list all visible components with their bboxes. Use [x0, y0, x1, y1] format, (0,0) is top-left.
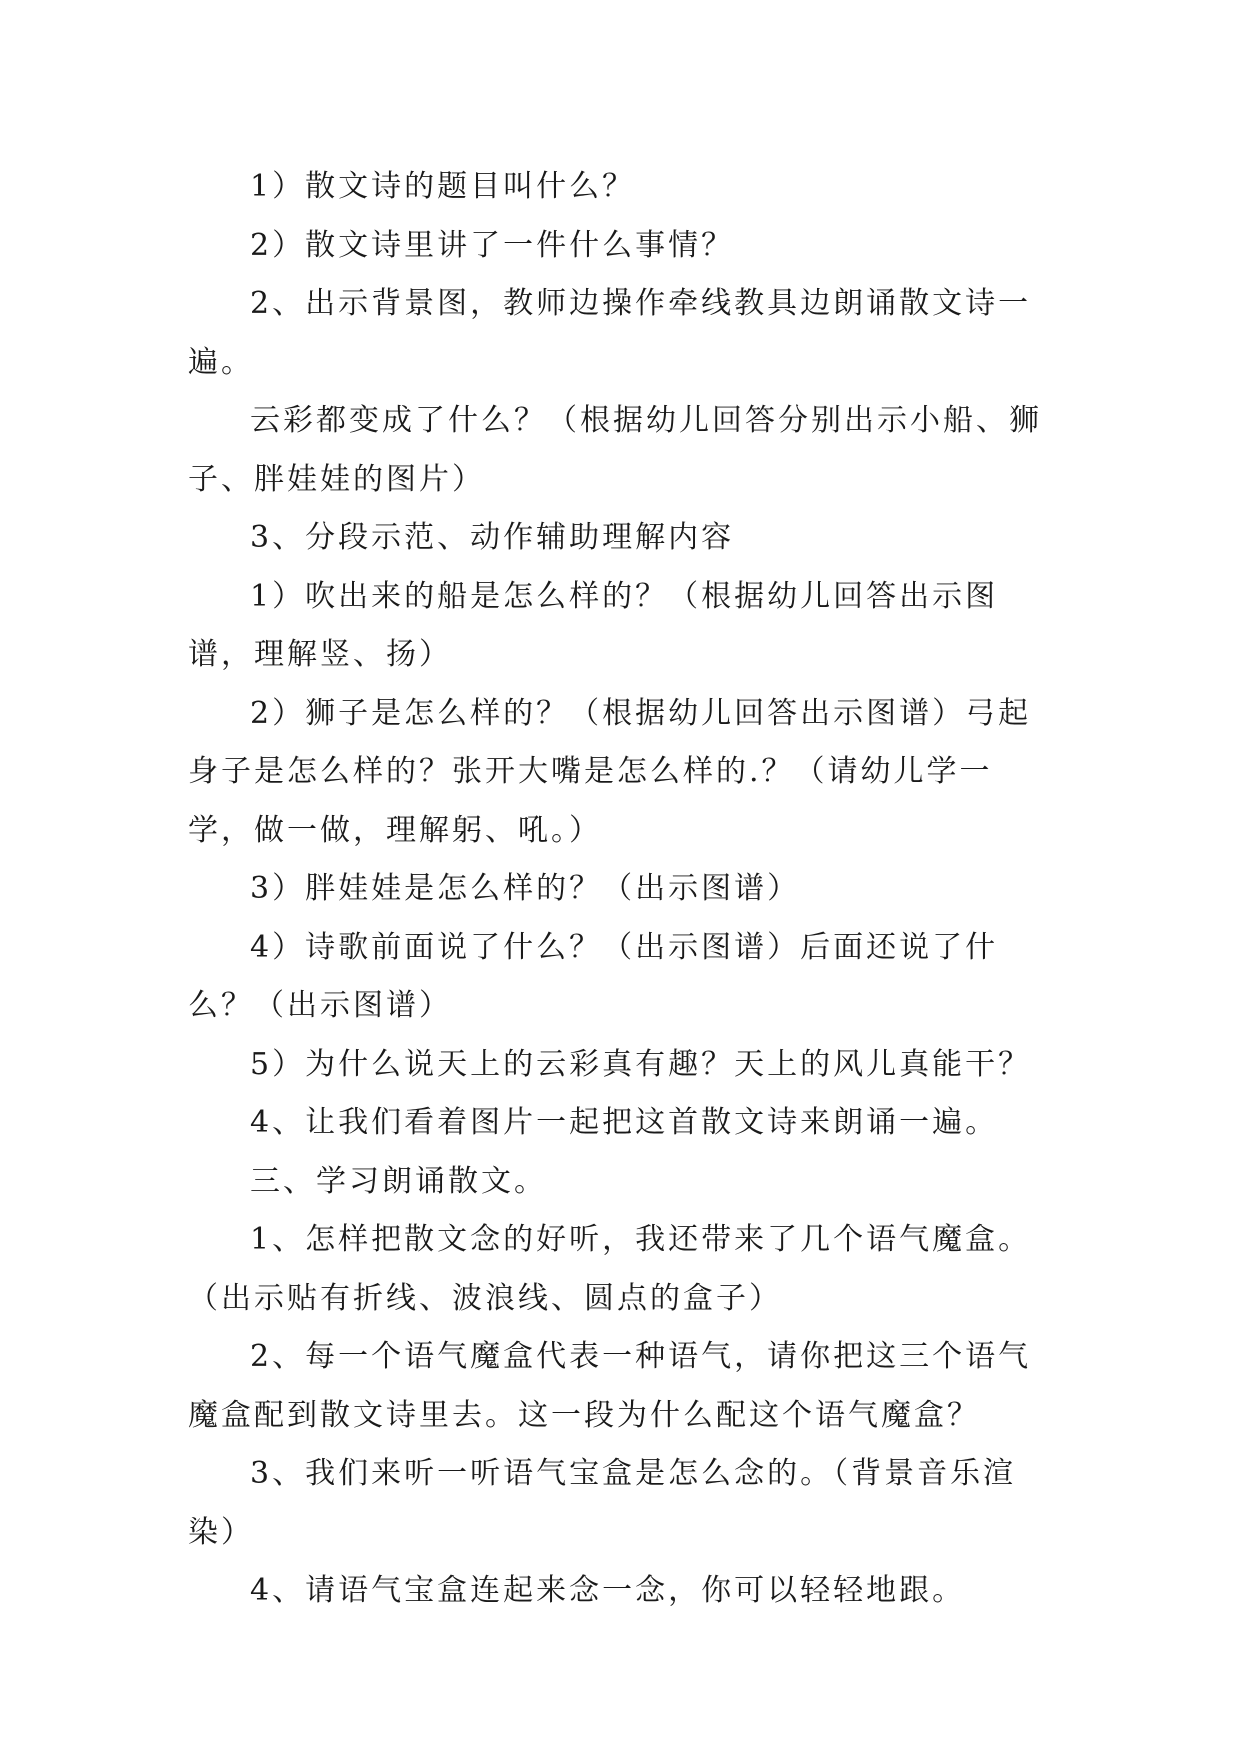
paragraph: 2、每一个语气魔盒代表一种语气，请你把这三个语气魔盒配到散文诗里去。这一段为什么配这个语气魔盒？: [188, 1339, 1032, 1433]
paragraph: 2、出示背景图，教师边操作牵线教具边朗诵散文诗一遍。: [188, 286, 1032, 380]
paragraph: 4、让我们看着图片一起把这首散文诗来朗诵一遍。: [250, 1105, 999, 1140]
paragraph: 3、分段示范、动作辅助理解内容: [250, 520, 735, 555]
paragraph: 2）狮子是怎么样的？（根据幼儿回答出示图谱）弓起身子是怎么样的？张开大嘴是怎么样的.？（请幼儿学一学，做一做，理解躬、吼。）: [188, 695, 1032, 848]
paragraph: 3）胖娃娃是怎么样的？（出示图谱）: [250, 871, 801, 906]
document-body: [188, 158, 1054, 1621]
paragraph: 2）散文诗里讲了一件什么事情？: [250, 227, 735, 263]
paragraph: 云彩都变成了什么？（根据幼儿回答分别出示小船、狮子、胖娃娃的图片）: [188, 403, 1042, 497]
paragraph: 5）为什么说天上的云彩真有趣？天上的风儿真能干？: [250, 1046, 1032, 1082]
paragraph: 三、学习朗诵散文。: [250, 1163, 547, 1199]
paragraph: 1）吹出来的船是怎么样的？（根据幼儿回答出示图谱，理解竖、扬）: [188, 578, 999, 672]
paragraph: 1）散文诗的题目叫什么？: [250, 169, 636, 204]
paragraph: 4）诗歌前面说了什么？（出示图谱）后面还说了什么？（出示图谱）: [188, 929, 999, 1023]
paragraph: 3、我们来听一听语气宝盒是怎么念的。（背景音乐渲染）: [188, 1456, 1017, 1550]
paragraph: 4、请语气宝盒连起来念一念，你可以轻轻地跟。: [250, 1573, 966, 1608]
paragraph: 1、怎样把散文念的好听，我还带来了几个语气魔盒。（出示贴有折线、波浪线、圆点的盒子）: [188, 1222, 1032, 1316]
